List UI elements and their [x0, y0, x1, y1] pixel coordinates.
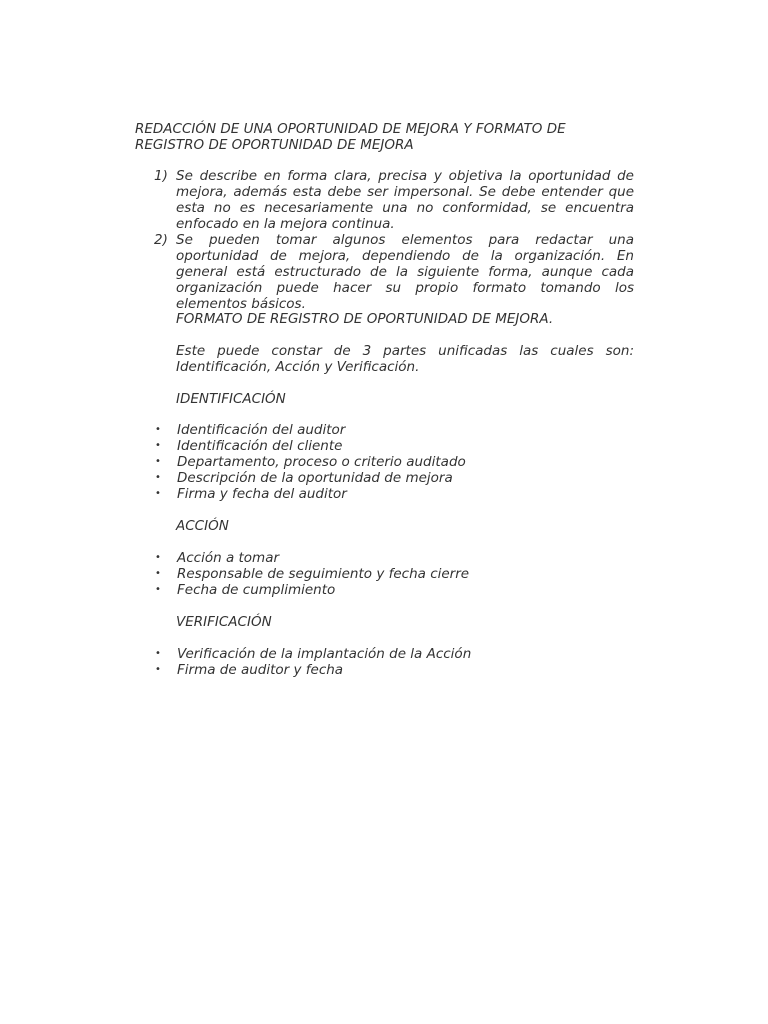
bullet-icon: •	[155, 456, 161, 467]
section-list-identificacion	[154, 422, 634, 502]
section-list-verificacion	[154, 646, 634, 678]
list-item: • Firma de auditor y fecha	[155, 662, 344, 678]
bullet-icon: •	[155, 568, 161, 579]
bullet-icon: •	[155, 472, 161, 483]
list-item: • Descripción de la oportunidad de mejora	[155, 470, 453, 486]
bullet-icon: •	[155, 488, 161, 499]
numbered-item	[154, 232, 634, 312]
list-item: • Acción a tomar	[155, 550, 280, 566]
list-item: • Firma y fecha del auditor	[155, 486, 347, 502]
bullet-icon: •	[155, 648, 161, 659]
bullet-icon: •	[155, 424, 161, 435]
section-heading-accion: ACCIÓN	[176, 518, 229, 534]
item-number: 2)	[154, 232, 168, 248]
list-item: • Responsable de seguimiento y fecha cierre	[155, 566, 470, 582]
section-heading-verificacion: VERIFICACIÓN	[176, 614, 272, 630]
list-item: • Fecha de cumplimiento	[155, 582, 336, 598]
section-heading-identificacion: IDENTIFICACIÓN	[176, 391, 286, 407]
item-text: Se pueden tomar algunos elementos para redactar una oportunidad de mejora, dependiendo de la organización. En general está estructurado de la siguiente forma, aunque cada organización puede hacer su propio formato tomando los elementos básicos.	[176, 232, 634, 312]
bullet-icon: •	[155, 440, 161, 451]
list-item: • Identificación del auditor	[155, 422, 346, 438]
document-title: REDACCIÓN DE UNA OPORTUNIDAD DE MEJORA Y FORMATO DE REGISTRO DE OPORTUNIDAD DE MEJORA	[135, 121, 566, 153]
list-item: • Identificación del cliente	[155, 438, 343, 454]
bullet-icon: •	[155, 664, 161, 675]
list-item: • Verificación de la implantación de la Acción	[155, 646, 472, 662]
numbered-item	[154, 168, 634, 232]
numbered-list	[154, 168, 634, 312]
bullet-icon: •	[155, 552, 161, 563]
list-item: • Departamento, proceso o criterio auditado	[155, 454, 466, 470]
item-text: Se describe en forma clara, precisa y objetiva la oportunidad de mejora, además esta debe ser impersonal. Se debe entender que esta no es necesariamente una no conformidad, se encuentra enfocado en la mejora continua.	[176, 168, 634, 232]
item-number: 1)	[154, 168, 168, 184]
section-list-accion	[154, 550, 634, 598]
format-heading: FORMATO DE REGISTRO DE OPORTUNIDAD DE MEJORA.	[176, 311, 554, 327]
format-intro: Este puede constar de 3 partes unificadas las cuales son: Identificación, Acción y Verificación.	[176, 343, 634, 375]
bullet-icon: •	[155, 584, 161, 595]
